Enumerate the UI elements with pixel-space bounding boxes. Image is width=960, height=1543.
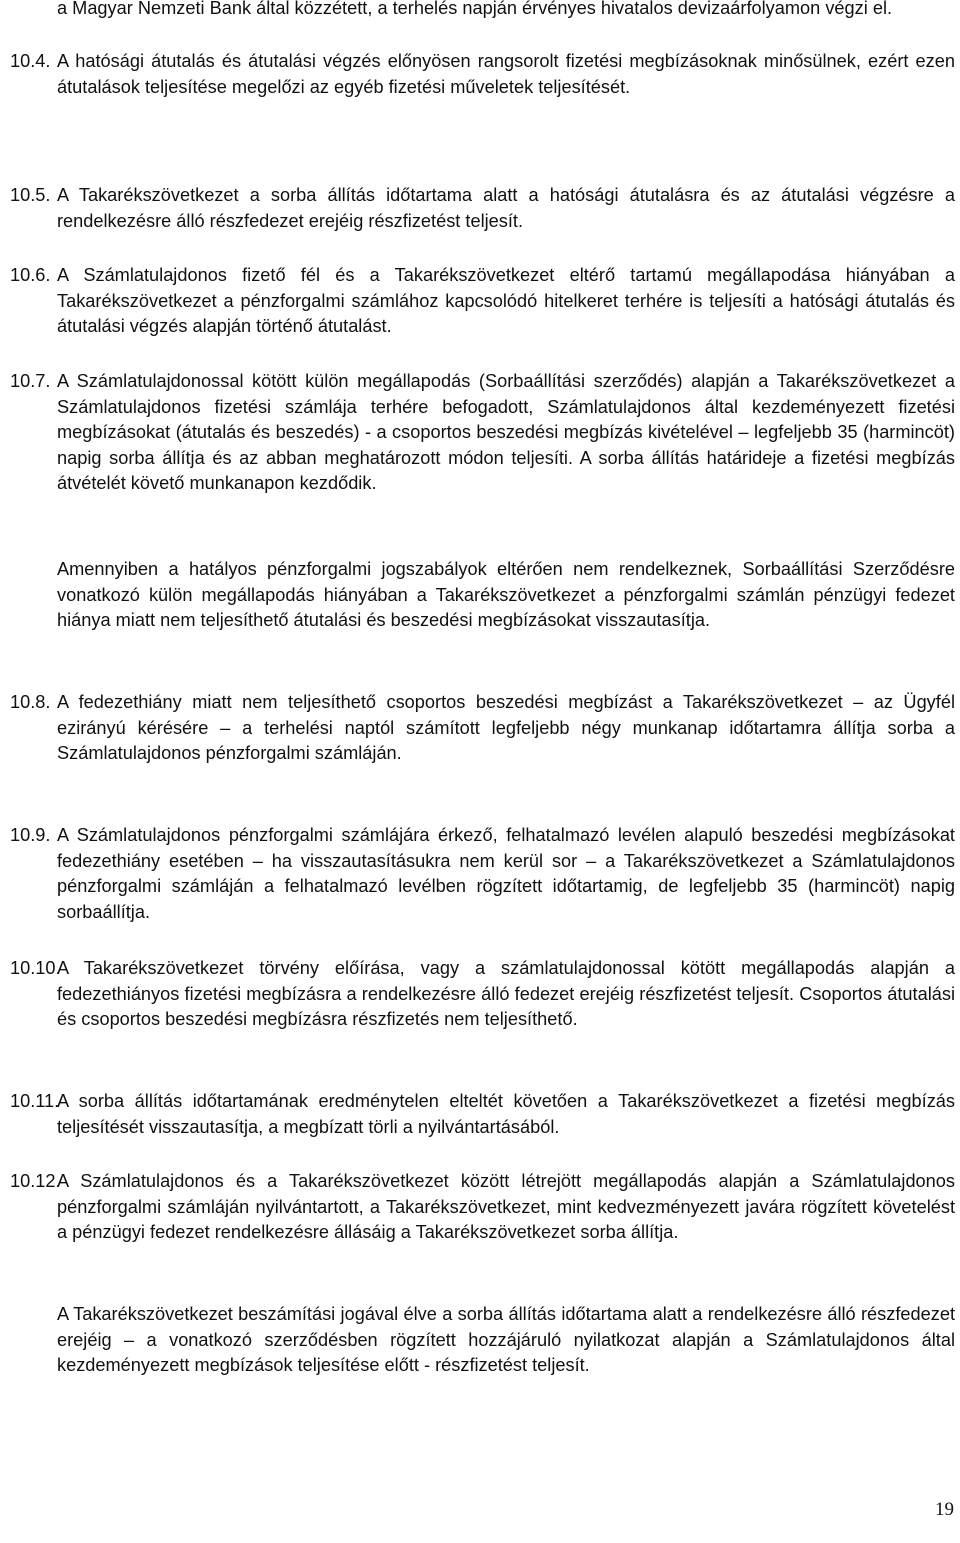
paragraph-text: A Számlatulajdonossal kötött külön megállapodás (Sorbaállítási szerződés) alapján a Takarékszövetkezet a Számlatulajdonos fizetési számlája terhére befogadott, Számlatulajdonos által kezdeményezett fizetési megbízásokat (átutalás és beszedés) - a csoportos beszedési megbízás kivételével – legfeljebb 35 (harmincöt) napig sorba állítja és az abban meghatározott módon teljesíti. A sorba állítás határideje a fizetési megbízás átvételét követő munkanapon kezdődik. — [57, 371, 955, 493]
paragraph-10-8 — [10, 690, 955, 767]
paragraph-number: 10.9. — [10, 825, 51, 845]
paragraph-10-7 — [10, 369, 955, 497]
paragraph-10-11 — [10, 1089, 955, 1140]
paragraph-continuation — [57, 0, 955, 22]
paragraph-text: A Takarékszövetkezet beszámítási jogával élve a sorba állítás időtartama alatt a rendelkezésre álló részfedezet erejéig – a vonatkozó szerződésben rögzített hozzájáruló nyilatkozat alapján a Számlatulajdonos által kezdeményezett megbízások teljesítése előtt - részfizetést teljesít. — [57, 1304, 955, 1375]
paragraph-number: 10.5. — [10, 185, 51, 205]
paragraph-text: Amennyiben a hatályos pénzforgalmi jogszabályok eltérően nem rendelkeznek, Sorbaállítási Szerződésre vonatkozó külön megállapodás hiányában a Takarékszövetkezet a pénzforgalmi számlán pénzügyi fedezet hiánya miatt nem teljesíthető átutalási és beszedési megbízásokat visszautasítja. — [57, 559, 955, 630]
paragraph-text: A Számlatulajdonos pénzforgalmi számlájára érkező, felhatalmazó levélen alapuló beszedési megbízásokat fedezethiány esetében – ha visszautasításukra nem kerül sor – a Takarékszövetkezet a Számlatulajdonos pénzforgalmi számláján a felhatalmazó levélben rögzített időtartamig, de legfeljebb 35 (harmincöt) napig sorbaállítja. — [57, 825, 955, 922]
paragraph-text: A fedezethiány miatt nem teljesíthető csoportos beszedési megbízást a Takarékszövetkezet – az Ügyfél ezirányú kérésére – a terhelési naptól számított legfeljebb négy munkanap időtartamra állítja sorba a Számlatulajdonos pénzforgalmi számláján. — [57, 692, 955, 763]
paragraph-text: a Magyar Nemzeti Bank által közzétett, a terhelés napján érvényes hivatalos devizaárfolyamon végzi el. — [57, 0, 893, 18]
paragraph-10-4 — [10, 49, 955, 100]
paragraph-text: A Számlatulajdonos fizető fél és a Takarékszövetkezet eltérő tartamú megállapodása hiányában a Takarékszövetkezet a pénzforgalmi számlához kapcsolódó hitelkeret terhére is teljesíti a hatósági átutalás és átutalási végzés alapján történő átutalást. — [57, 265, 955, 336]
paragraph-number: 10.4. — [10, 51, 51, 71]
paragraph-text: A sorba állítás időtartamának eredménytelen elteltét követően a Takarékszövetkezet a fizetési megbízás teljesítését visszautasítja, a megbízatt törli a nyilvántartásából. — [57, 1091, 955, 1137]
paragraph-10-12 — [10, 1169, 955, 1246]
paragraph-10-7-continued — [57, 557, 955, 634]
paragraph-10-10 — [10, 956, 955, 1033]
paragraph-text: A Takarékszövetkezet a sorba állítás időtartama alatt a hatósági átutalásra és az átutalási végzésre a rendelkezésre álló részfedezet erejéig részfizetést teljesít. — [57, 185, 955, 231]
paragraph-10-5 — [10, 183, 955, 234]
paragraph-number: 10.8. — [10, 692, 51, 712]
paragraph-number: 10.10. — [10, 958, 61, 978]
paragraph-number: 10.6. — [10, 265, 51, 285]
paragraph-text: A hatósági átutalás és átutalási végzés előnyösen rangsorolt fizetési megbízásoknak minősülnek, ezért ezen átutalások teljesítése megelőzi az egyéb fizetési műveletek teljesítését. — [57, 51, 955, 97]
paragraph-number: 10.7. — [10, 371, 51, 391]
paragraph-10-12-continued — [57, 1302, 955, 1379]
paragraph-text: A Számlatulajdonos és a Takarékszövetkezet között létrejött megállapodás alapján a Számlatulajdonos pénzforgalmi számláján nyilvántartott, a Takarékszövetkezet, mint kedvezményezett javára rögzített követelést a pénzügyi fedezet rendelkezésre állásáig a Takarékszövetkezet sorba állítja. — [57, 1171, 955, 1242]
page-number: 19 — [935, 1499, 954, 1520]
paragraph-number: 10.11. — [10, 1091, 60, 1111]
paragraph-text: A Takarékszövetkezet törvény előírása, vagy a számlatulajdonossal kötött megállapodás alapján a fedezethiányos fizetési megbízásra a rendelkezésre álló fedezet erejéig részfizetést teljesít. Csoportos átutalási és csoportos beszedési megbízásra részfizetés nem teljesíthető. — [57, 958, 955, 1029]
paragraph-number: 10.12. — [10, 1171, 61, 1191]
paragraph-10-6 — [10, 263, 955, 340]
paragraph-10-9 — [10, 823, 955, 925]
